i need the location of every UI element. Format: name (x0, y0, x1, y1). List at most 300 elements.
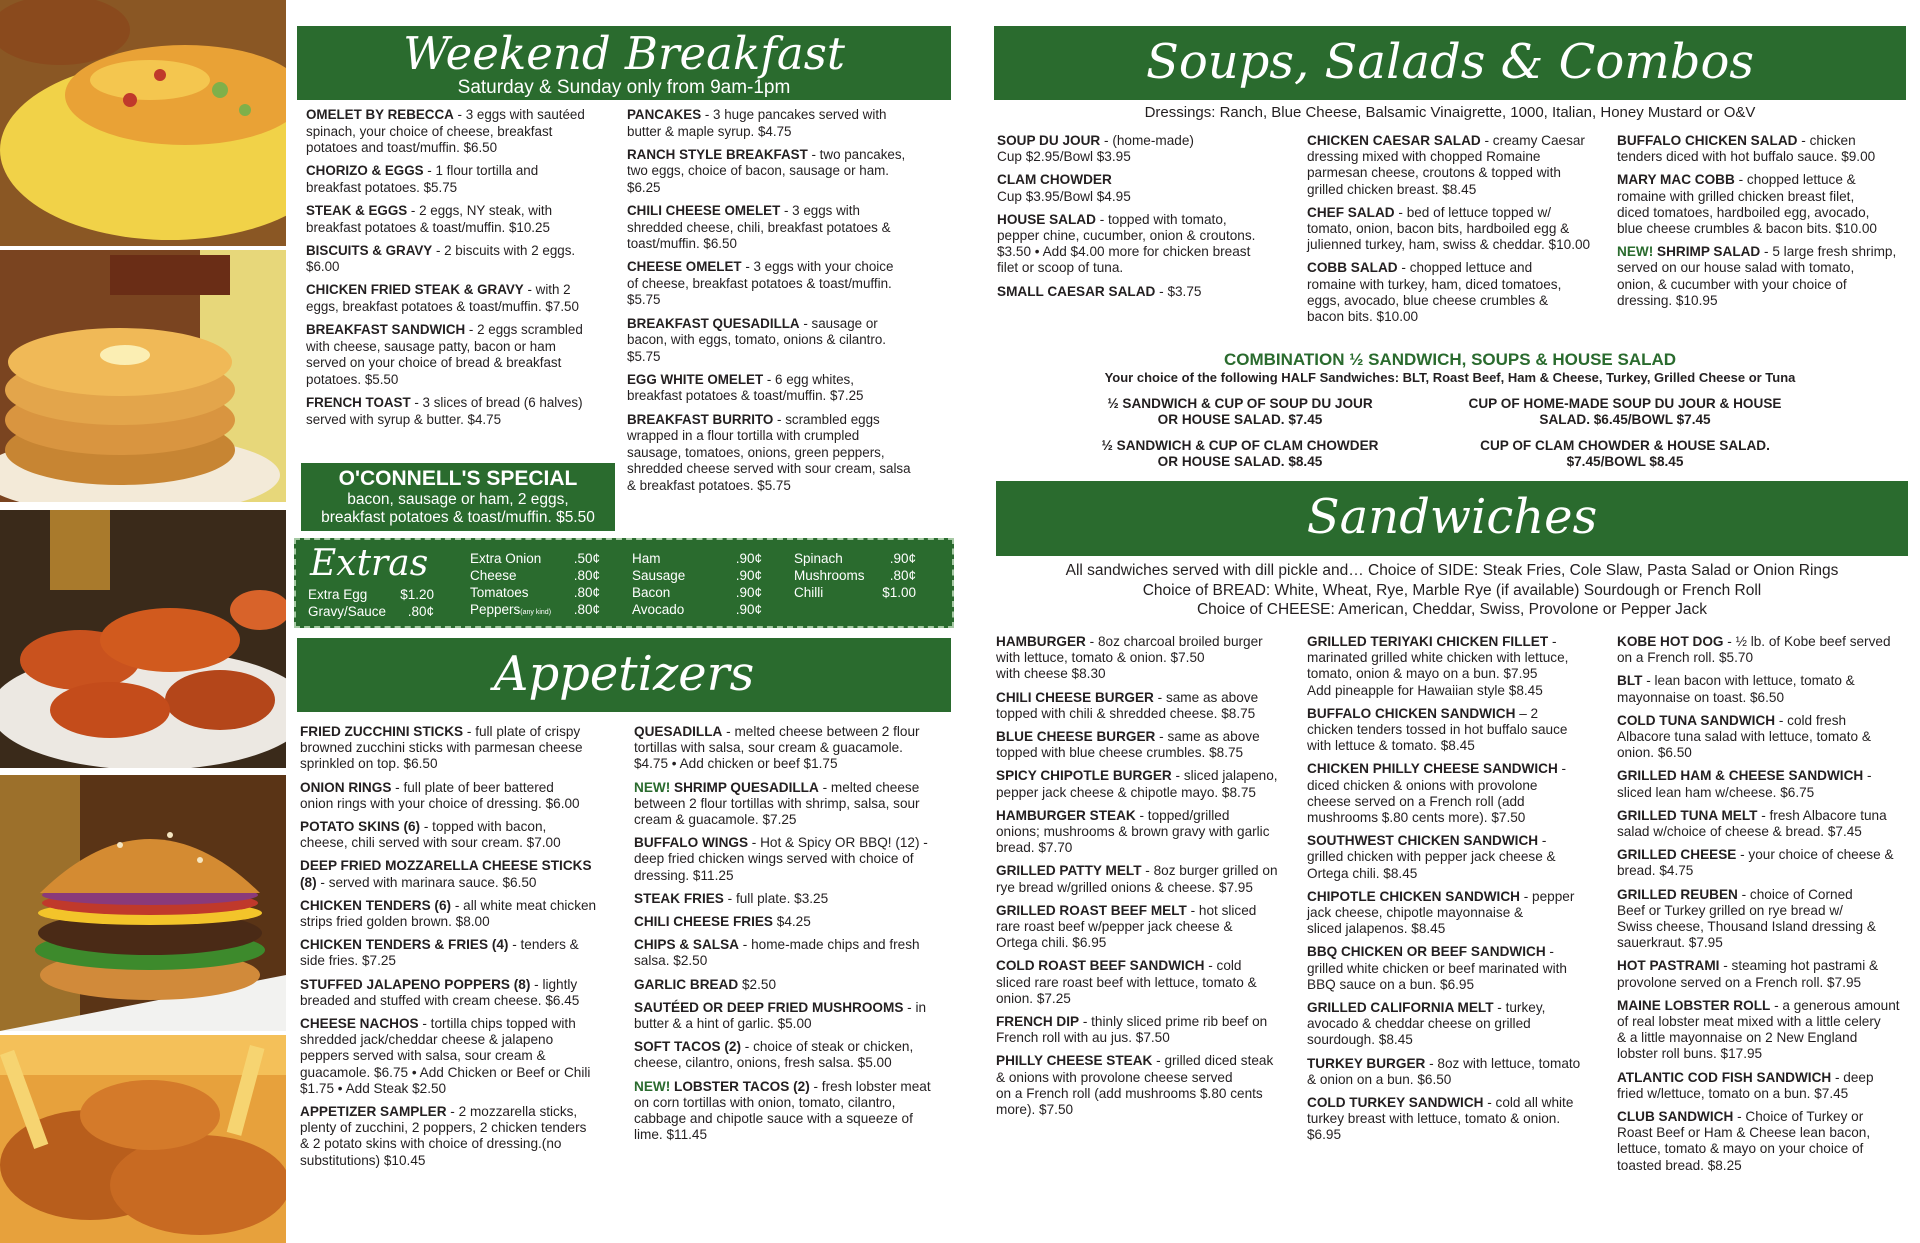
menu-item-description: - marinated grilled white chicken with lettuce, tomato, onion & mayo on a bun. $7.95 Add pineapple for Hawaiian style $8.45 (1307, 634, 1569, 698)
burger-photo (0, 775, 286, 1031)
extra-row (308, 603, 434, 620)
menu-item (1617, 1109, 1915, 1174)
menu-item-name: FRENCH DIP (996, 1014, 1080, 1030)
menu-item (1307, 1056, 1612, 1088)
menu-item-description: - all white meat chicken strips fried golden brown. $8.00 (300, 897, 597, 930)
menu-item-name: CHILI CHEESE FRIES (634, 914, 773, 930)
menu-item-name: STEAK FRIES (634, 890, 724, 906)
menu-item-description: - sliced jalapeno, pepper jack cheese & chipotle mayo. $8.75 (996, 768, 1278, 800)
menu-item (300, 819, 625, 851)
menu-item-description: - tenders & side fries. $7.25 (300, 937, 579, 969)
menu-item-name: OMELET BY REBECCA (306, 107, 454, 122)
extra-name: Sausage (632, 568, 686, 583)
extra-row (632, 601, 762, 618)
menu-item (634, 1079, 954, 1144)
extras-title: Extras (310, 543, 429, 584)
menu-item-name: BREAKFAST BURRITO (627, 411, 774, 427)
menu-item-name: BLUE CHEESE BURGER (996, 729, 1156, 745)
extra-row (470, 601, 600, 621)
menu-item-description: - fresh lobster meat on corn tortillas with onion, tomato, cilantro, cabbage and chipotle sauce with a squeeze of lime. $11.45 (634, 1078, 931, 1143)
soups-col-3 (1617, 133, 1912, 316)
menu-item-description: - home-made chips and fresh salsa. $2.50 (634, 937, 920, 969)
menu-item-description: - chopped lettuce & romaine with grilled chicken breast filet, diced tomatoes, hardboiled egg, avocado, blue cheese crumbles & bacon bits. $10.00 (1617, 172, 1877, 237)
menu-item-name: CHICKEN FRIED STEAK & GRAVY (306, 282, 524, 298)
extra-price: .90¢ (735, 585, 762, 600)
extra-name: Bacon (632, 585, 671, 600)
menu-item-name: CHICKEN CAESAR SALAD (1307, 133, 1481, 148)
menu-item (634, 937, 954, 969)
menu-item (634, 1039, 954, 1071)
menu-item-name: GRILLED PATTY MELT (996, 863, 1142, 879)
menu-item-name: GARLIC BREAD (634, 976, 739, 992)
menu-item (627, 316, 957, 366)
menu-item (300, 977, 625, 1009)
extra-price: $1.20 (400, 587, 434, 602)
menu-item-name: TURKEY BURGER (1307, 1055, 1426, 1071)
breakfast-subtitle: Saturday & Sunday only from 9am-1pm (457, 77, 791, 98)
new-badge: NEW! (634, 779, 675, 795)
menu-item-description: Cup $3.95/Bowl $4.95 (997, 188, 1131, 204)
menu-item-description: - topped/grilled onions; mushrooms & brown gravy with garlic bread. $7.70 (996, 807, 1270, 856)
extra-price: .80¢ (573, 602, 600, 617)
menu-item (300, 937, 625, 969)
menu-item-name: HAMBURGER (996, 634, 1086, 649)
menu-item (996, 1014, 1298, 1046)
menu-item-name: ATLANTIC COD FISH SANDWICH (1617, 1069, 1832, 1085)
menu-item (627, 372, 957, 405)
combo-subtitle: Your choice of the following HALF Sandwiches: BLT, Roast Beef, Ham & Cheese, Turkey, Grilled Cheese or Tuna (1104, 370, 1796, 385)
menu-item (1307, 260, 1607, 325)
extra-price: .80¢ (573, 585, 600, 600)
sandwiches-col-1 (996, 634, 1298, 1125)
menu-item-description: - choice of Corned Beef or Turkey grilled on rye bread w/ Swiss cheese, Thousand Island dressing & sauerkraut. $7.95 (1617, 886, 1876, 951)
menu-item-name: CHILI CHEESE OMELET (627, 202, 781, 218)
combo-1: ½ SANDWICH & CUP OF SOUP DU JOUR OR HOUSE SALAD. $7.45 (1107, 396, 1373, 428)
sandwiches-col-3 (1617, 634, 1915, 1181)
menu-item (1617, 133, 1912, 165)
menu-item-name: GRILLED TUNA MELT (1617, 807, 1758, 823)
menu-item-description: - melted cheese between 2 flour tortillas with shrimp, salsa, sour cream & guacamole. $7.25 (634, 779, 920, 828)
menu-item-name: BREAKFAST QUESADILLA (627, 315, 800, 331)
menu-item-description: - 3 eggs with shredded cheese, chili, breakfast potatoes & toast/muffin. $6.50 (627, 202, 891, 252)
menu-item-description: - turkey, avocado & cheddar cheese on grilled sourdough. $8.45 (1307, 1000, 1546, 1048)
menu-item-name: SHRIMP QUESADILLA (674, 779, 819, 795)
menu-item-name: COLD TUNA SANDWICH (1617, 712, 1776, 728)
combo-4: CUP OF CLAM CHOWDER & HOUSE SALAD. $7.45/BOWL $8.45 (1480, 438, 1770, 470)
menu-item-description: $2.50 (738, 976, 777, 992)
sandwich-info-cheese: Choice of CHEESE: American, Cheddar, Swiss, Provolone or Pepper Jack (1196, 601, 1708, 618)
menu-item-description: - steaming hot pastrami & provolone served on a French roll. $7.95 (1617, 958, 1879, 990)
menu-item-name: STEAK & EGGS (306, 202, 408, 218)
menu-item-description: - 3 eggs with your choice of cheese, breakfast potatoes & toast/muffin. $5.75 (627, 259, 894, 308)
extra-name: Mushrooms (794, 568, 865, 583)
appetizers-right-list (634, 724, 954, 1150)
extras-group-2 (470, 550, 600, 621)
menu-item (1307, 634, 1612, 699)
sandwiches-col-2 (1307, 634, 1612, 1151)
menu-item-description: - fresh Albacore tuna salad w/choice of cheese & bread. $7.45 (1617, 807, 1887, 840)
menu-item-description: - lightly breaded and stuffed with cream cheese. $6.45 (300, 976, 580, 1008)
extra-row (632, 567, 762, 584)
menu-item-description: - served with marinara sauce. $6.50 (316, 874, 537, 890)
menu-item (996, 808, 1298, 857)
extra-name: Peppers (470, 602, 521, 617)
menu-item-name: GRILLED CHEESE (1617, 847, 1737, 863)
menu-item-description: - deep fried w/lettuce, tomato on a bun. $7.45 (1617, 1069, 1874, 1101)
menu-item-name: PHILLY CHEESE STEAK (996, 1053, 1153, 1069)
extra-price: .80¢ (889, 568, 916, 583)
sandwich-info-bread: Choice of BREAD: White, Wheat, Rye, Marble Rye (if available) Sourdough or French Roll (1142, 581, 1762, 599)
sandwiches-title: Sandwiches (1306, 489, 1598, 545)
menu-item (634, 780, 954, 829)
menu-item (997, 284, 1297, 300)
menu-item (1307, 205, 1607, 254)
appetizers-banner (297, 638, 951, 712)
menu-item (627, 147, 957, 197)
menu-item-description: - same as above topped with chili & shredded cheese. $8.75 (996, 689, 1259, 721)
menu-item (1617, 673, 1915, 705)
menu-item-description: - sausage or bacon, with eggs, tomato, onions & cilantro. $5.75 (627, 315, 887, 364)
menu-item (1617, 887, 1915, 952)
menu-item (306, 395, 616, 428)
appetizers-left-list (300, 724, 625, 1176)
extra-name: Chilli (794, 585, 824, 600)
special-line2: breakfast potatoes & toast/muffin. $5.50 (321, 509, 595, 526)
menu-item (634, 1000, 954, 1032)
menu-item-name: RANCH STYLE BREAKFAST (627, 146, 808, 162)
menu-item-description: - ½ lb. of Kobe beef served on a French roll. $5.70 (1617, 634, 1891, 666)
menu-item-description: - chicken tenders diced with hot buffalo sauce. $9.00 (1617, 133, 1876, 165)
menu-item (634, 914, 954, 930)
extra-row (794, 567, 916, 584)
menu-item (996, 690, 1298, 722)
menu-item-description: - choice of steak or chicken, cheese, cilantro, onions, fresh salsa. $5.00 (634, 1039, 914, 1071)
menu-item-description: - grilled diced steak & onions with provolone cheese served on a French roll (add mushrooms $.80 cents more). $7.50 (996, 1053, 1274, 1118)
menu-item-name: CHEESE NACHOS (300, 1016, 419, 1032)
menu-item-description: - 5 large fresh shrimp, served on our house salad with tomato, onion, & cucumber with your choice of dressing. $10.95 (1617, 244, 1897, 308)
extra-price: .90¢ (889, 551, 916, 566)
menu-item (1617, 244, 1912, 309)
menu-item (1307, 761, 1612, 826)
menu-item-name: LOBSTER TACOS (2) (674, 1078, 810, 1094)
menu-item-description: - in butter & a hint of garlic. $5.00 (634, 999, 927, 1032)
menu-item (306, 243, 616, 276)
extra-row (470, 567, 600, 584)
menu-item-name: GRILLED ROAST BEEF MELT (996, 902, 1187, 918)
menu-item-description: - lean bacon with lettuce, tomato & mayonnaise on toast. $6.50 (1617, 673, 1855, 705)
menu-item-name: DEEP FRIED MOZZARELLA CHEESE STICKS (8) (300, 858, 592, 890)
menu-item-description: - 8oz with lettuce, tomato & onion on a bun. $6.50 (1307, 1055, 1581, 1087)
menu-item-name: BUFFALO WINGS (634, 835, 749, 851)
soups-col-2 (1307, 133, 1607, 332)
menu-item (1617, 172, 1912, 237)
extras-group-3 (632, 550, 762, 618)
menu-item-description: - chopped lettuce and romaine with turkey, ham, diced tomatoes, eggs, avocado, blue cheese crumbles & bacon bits. $10.00 (1307, 260, 1562, 325)
breakfast-left-list (306, 107, 616, 435)
extra-row (632, 584, 762, 601)
menu-item-name: BLT (1617, 673, 1643, 689)
menu-item (627, 259, 957, 309)
menu-item (1617, 634, 1915, 666)
menu-item (300, 1016, 625, 1097)
menu-item-name: CHEF SALAD (1307, 204, 1395, 220)
menu-item-description: - thinly sliced prime rib beef on French roll with au jus. $7.50 (996, 1014, 1268, 1046)
breakfast-right-list (627, 107, 957, 501)
chicken-tenders-photo (0, 1035, 286, 1243)
extra-name: Tomatoes (470, 585, 529, 600)
new-badge: NEW! (1617, 244, 1658, 260)
menu-item (306, 163, 616, 196)
menu-item (996, 1053, 1298, 1118)
menu-item-name: CHICKEN TENDERS & FRIES (4) (300, 937, 509, 953)
menu-item-name: KOBE HOT DOG (1617, 634, 1724, 649)
menu-item-description: - Hot & Spicy OR BBQ! (12) - deep fried chicken wings served with choice of dressing. $11.25 (634, 835, 928, 883)
menu-item-description: - diced chicken & onions with provolone cheese served on a French roll (add mushrooms $.80 cents more). $7.50 (1307, 761, 1567, 826)
menu-item (1307, 889, 1612, 938)
extra-row (632, 550, 762, 567)
menu-item (1617, 808, 1915, 840)
menu-item-name: HOUSE SALAD (997, 211, 1096, 227)
extra-price: .50¢ (573, 551, 600, 566)
menu-item (1617, 768, 1915, 800)
menu-item (1307, 833, 1612, 882)
menu-item-name: SAUTÉED OR DEEP FRIED MUSHROOMS (634, 999, 904, 1015)
sandwich-info (996, 561, 1908, 620)
menu-item (996, 634, 1298, 683)
extra-row (308, 586, 434, 603)
appetizers-title: Appetizers (493, 646, 755, 702)
menu-item-description: - 3 slices of bread (6 halves) served with syrup & butter. $4.75 (306, 394, 583, 427)
menu-item-description: - creamy Caesar dressing mixed with chopped Romaine parmesan cheese, croutons & topped with grilled chicken breast. $8.45 (1307, 133, 1585, 197)
new-badge: NEW! (634, 1078, 675, 1094)
menu-item-name: BUFFALO CHICKEN SANDWICH (1307, 705, 1516, 721)
menu-item-description: - 2 biscuits with 2 eggs. $6.00 (306, 242, 576, 275)
menu-item-name: CHICKEN PHILLY CHEESE SANDWICH (1307, 761, 1558, 777)
menu-item-name: MARY MAC COBB (1617, 172, 1735, 188)
special-title: O'CONNELL'S SPECIAL (338, 467, 578, 490)
menu-item-description: - topped with bacon, cheese, chili served with sour cream. $7.00 (300, 819, 561, 851)
menu-item-name: GRILLED CALIFORNIA MELT (1307, 1000, 1494, 1016)
menu-item (300, 1104, 625, 1169)
oconnells-special (301, 463, 615, 531)
menu-item-description: - cold all white turkey breast with lettuce, tomato & onion. $6.95 (1307, 1095, 1574, 1143)
menu-item (300, 724, 625, 773)
menu-item-name: CLUB SANDWICH (1617, 1109, 1734, 1125)
menu-item-description: - full plate of crispy browned zucchini sticks with parmesan cheese sprinkled on top. $6.50 (300, 724, 583, 772)
menu-item-description: - 8oz charcoal broiled burger with lettuce, tomato & onion. $7.50 with cheese $8.30 (996, 634, 1263, 682)
extra-price: .80¢ (573, 568, 600, 583)
extra-note: (any kind) (520, 609, 552, 616)
menu-item (300, 858, 625, 890)
menu-item-name: COLD ROAST BEEF SANDWICH (996, 958, 1205, 974)
extra-price: .90¢ (735, 551, 762, 566)
menu-item (1617, 998, 1915, 1063)
menu-item-name: PANCAKES (627, 107, 702, 122)
special-line1: bacon, sausage or ham, 2 eggs, (347, 491, 569, 508)
sandwiches-banner (996, 481, 1908, 556)
combo-2: CUP OF HOME-MADE SOUP DU JOUR & HOUSE SALAD. $6.45/BOWL $7.45 (1468, 396, 1782, 428)
menu-item-description: - hot sliced rare roast beef w/pepper jack cheese & Ortega chili. $6.95 (996, 902, 1257, 951)
menu-item (1307, 706, 1612, 755)
menu-item-description: – 2 chicken tenders tossed in hot buffalo sauce with lettuce & tomato. $8.45 (1307, 705, 1568, 754)
menu-item (996, 729, 1298, 761)
extras-box (294, 538, 954, 628)
menu-item-description: - 3 eggs with sautéed spinach, your choice of cheese, breakfast potatoes and toast/muffin. $6.50 (306, 107, 585, 156)
menu-item-name: EGG WHITE OMELET (627, 371, 764, 387)
menu-item-name: SPICY CHIPOTLE BURGER (996, 768, 1172, 784)
buffalo-wings-photo (0, 510, 286, 768)
menu-item-description: - 2 mozzarella sticks, plenty of zucchini, 2 poppers, 2 chicken tenders & 2 potato skins with choice of dressing.(no substitutions) $10.45 (300, 1104, 587, 1168)
menu-item-name: GRILLED TERIYAKI CHICKEN FILLET (1307, 634, 1549, 649)
menu-item (1617, 958, 1915, 990)
menu-item-name: CHIPOTLE CHICKEN SANDWICH (1307, 888, 1520, 904)
pancakes-photo (0, 250, 286, 502)
extra-row (794, 584, 916, 601)
menu-item-name: FRENCH TOAST (306, 394, 411, 410)
menu-item-description: - bed of lettuce topped w/ tomato, onion, bacon bits, hardboiled egg & julienned turkey, ham, swiss & cheddar. $10.00 (1307, 204, 1591, 253)
menu-item-name: BUFFALO CHICKEN SALAD (1617, 133, 1798, 148)
breakfast-title: Weekend Breakfast (403, 27, 845, 80)
menu-item (996, 903, 1298, 952)
menu-item (634, 724, 954, 773)
menu-item (1617, 847, 1915, 879)
menu-item (996, 768, 1298, 800)
menu-item-name: GRILLED HAM & CHEESE SANDWICH (1617, 768, 1864, 784)
extra-name: Avocado (632, 602, 685, 617)
combo-title: COMBINATION ½ SANDWICH, SOUPS & HOUSE SALAD (1223, 350, 1677, 369)
extra-name: Cheese (470, 568, 517, 583)
menu-item-description: - sliced lean ham w/cheese. $6.75 (1617, 768, 1872, 800)
menu-item-description: - (home-made) Cup $2.95/Bowl $3.95 (997, 133, 1194, 165)
menu-item-description: - 6 egg whites, breakfast potatoes & toast/muffin. $7.25 (627, 371, 864, 404)
menu-item-description: - full plate of beer battered onion rings with your choice of dressing. $6.00 (300, 779, 580, 811)
menu-item (627, 107, 957, 140)
menu-item (300, 898, 625, 930)
menu-item (627, 412, 957, 495)
menu-item (1307, 133, 1607, 198)
menu-item-description: - full plate. $3.25 (723, 890, 829, 906)
soups-col-1 (997, 133, 1297, 307)
menu-item-description: - topped with tomato, pepper chine, cucumber, onion & croutons. $3.50 • Add $4.00 more for chicken breast filet or scoop of tuna. (997, 211, 1256, 276)
menu-item-name: GRILLED REUBEN (1617, 886, 1738, 902)
extra-price: .90¢ (735, 602, 762, 617)
menu-item-name: CHORIZO & EGGS (306, 163, 424, 179)
breakfast-banner (297, 26, 951, 100)
soups-banner (994, 26, 1906, 100)
menu-item-description: - your choice of cheese & bread. $4.75 (1617, 847, 1894, 879)
menu-item (634, 977, 954, 993)
menu-item (997, 133, 1297, 165)
menu-item-name: BISCUITS & GRAVY (306, 242, 433, 258)
extra-price: .80¢ (407, 604, 434, 619)
menu-item-name: APPETIZER SAMPLER (300, 1104, 447, 1120)
menu-item-name: SOUP DU JOUR (997, 133, 1101, 148)
extra-name: Extra Egg (308, 587, 368, 602)
menu-item-description: - 2 eggs, NY steak, with breakfast potatoes & toast/muffin. $10.25 (306, 202, 553, 235)
menu-item-description: - grilled white chicken or beef marinated with BBQ sauce on a bun. $6.95 (1307, 944, 1567, 992)
extra-row (794, 550, 916, 567)
menu-item-name: COLD TURKEY SANDWICH (1307, 1095, 1484, 1111)
menu-item-name: FRIED ZUCCHINI STICKS (300, 724, 464, 739)
menu-item-description: - cold sliced rare roast beef with lettuce, tomato & onion. $7.25 (996, 958, 1257, 1006)
extra-row (470, 584, 600, 601)
menu-item (996, 863, 1298, 895)
omelet-photo (0, 0, 286, 246)
combo-3: ½ SANDWICH & CUP OF CLAM CHOWDER OR HOUSE SALAD. $8.45 (1101, 438, 1379, 470)
menu-item-name: CHICKEN TENDERS (6) (300, 897, 452, 913)
extras-group-1 (308, 586, 434, 620)
menu-item-description: - melted cheese between 2 flour tortillas with salsa, sour cream & guacamole. $4.75 • Add chicken or beef $1.75 (634, 724, 920, 772)
menu-item (1617, 1070, 1915, 1102)
menu-item (306, 107, 616, 157)
menu-item-description: - with 2 eggs, breakfast potatoes & toast/muffin. $7.50 (306, 282, 579, 314)
menu-item-description: - Choice of Turkey or Roast Beef or Ham & Cheese lean bacon, lettuce, tomato & mayo on your choice of toasted bread. $8.25 (1617, 1109, 1871, 1173)
menu-item-description: - $3.75 (1155, 283, 1202, 299)
menu-item-name: HAMBURGER STEAK (996, 807, 1136, 823)
menu-item-name: SHRIMP SALAD (1657, 244, 1761, 260)
menu-item-name: BREAKFAST SANDWICH (306, 322, 466, 338)
menu-item-description: - 2 eggs scrambled with cheese, sausage patty, bacon or ham served on your choice of bread & breakfast potatoes. $5.50 (306, 322, 583, 387)
extra-name: Gravy/Sauce (308, 604, 387, 619)
menu-item-name: CHIPS & SALSA (634, 937, 739, 953)
menu-item-name: CHILI CHEESE BURGER (996, 689, 1154, 705)
menu-item-description: - 8oz burger grilled on rye bread w/grilled onions & cheese. $7.95 (996, 863, 1278, 895)
menu-item-name: SOUTHWEST CHICKEN SANDWICH (1307, 833, 1539, 849)
menu-item-name: CLAM CHOWDER (997, 172, 1112, 188)
menu-item (306, 322, 616, 388)
menu-item-name: HOT PASTRAMI (1617, 958, 1720, 974)
menu-item-description: - scrambled eggs wrapped in a flour tortilla with crumpled sausage, tomatoes, onions, green peppers, shredded cheese served with sour cream, salsa & breakfast potatoes. $5.75 (627, 411, 911, 493)
menu-item (1307, 944, 1612, 993)
menu-item-name: STUFFED JALAPENO POPPERS (8) (300, 976, 531, 992)
menu-item-description: - tortilla chips topped with shredded jack/cheddar cheese & jalapeno peppers served with salsa, sour cream & guacamole. $6.75 • Add Chicken or Beef or Chili $1.75 • Add Steak $2.50 (300, 1016, 591, 1096)
menu-item (306, 282, 616, 315)
menu-item-name: MAINE LOBSTER ROLL (1617, 997, 1771, 1013)
extras-group-4 (794, 550, 916, 601)
menu-item-name: ONION RINGS (300, 779, 392, 795)
extra-row (470, 550, 600, 567)
menu-item (634, 835, 954, 884)
menu-item (634, 891, 954, 907)
menu-item (300, 780, 625, 812)
menu-item-name: QUESADILLA (634, 724, 723, 739)
menu-item-name: COBB SALAD (1307, 260, 1398, 276)
menu-item-description: - a generous amount of real lobster meat mixed with a little celery & a little mayonnaise on 2 New England lobster roll buns. $17.95 (1617, 997, 1900, 1062)
menu-item-description: $4.25 (772, 914, 811, 930)
menu-item-name: POTATO SKINS (6) (300, 819, 421, 835)
menu-item (997, 172, 1297, 204)
extra-name: Ham (632, 551, 661, 566)
soups-title: Soups, Salads & Combos (1145, 34, 1755, 90)
extra-price: $1.00 (882, 585, 916, 600)
menu-item (306, 203, 616, 236)
photo-strip (0, 0, 286, 1243)
extra-name: Extra Onion (470, 551, 542, 566)
menu-item-name: BBQ CHICKEN OR BEEF SANDWICH (1307, 944, 1546, 960)
menu-item-name: SMALL CAESAR SALAD (997, 283, 1156, 299)
menu-item-description: - same as above topped with blue cheese crumbles. $8.75 (996, 729, 1260, 761)
extra-name: Spinach (794, 551, 843, 566)
menu-item (627, 203, 957, 253)
menu-item (1307, 1095, 1612, 1144)
menu-item-description: - pepper jack cheese, chipotle mayonnaise & sliced jalapenos. $8.45 (1307, 888, 1575, 937)
menu-item-description: - 3 huge pancakes served with butter & maple syrup. $4.75 (627, 107, 887, 139)
sandwich-info-side: All sandwiches served with dill pickle and… Choice of SIDE: Steak Fries, Cole Slaw, Pasta Salad or Onion Rings (1065, 562, 1839, 579)
menu-item (1617, 713, 1915, 762)
menu-item-description: - cold fresh Albacore tuna salad with lettuce, tomato & onion. $6.50 (1617, 712, 1871, 761)
menu-item (1307, 1000, 1612, 1049)
menu-item-description: - two pancakes, two eggs, choice of bacon, sausage or ham. $6.25 (627, 146, 906, 195)
